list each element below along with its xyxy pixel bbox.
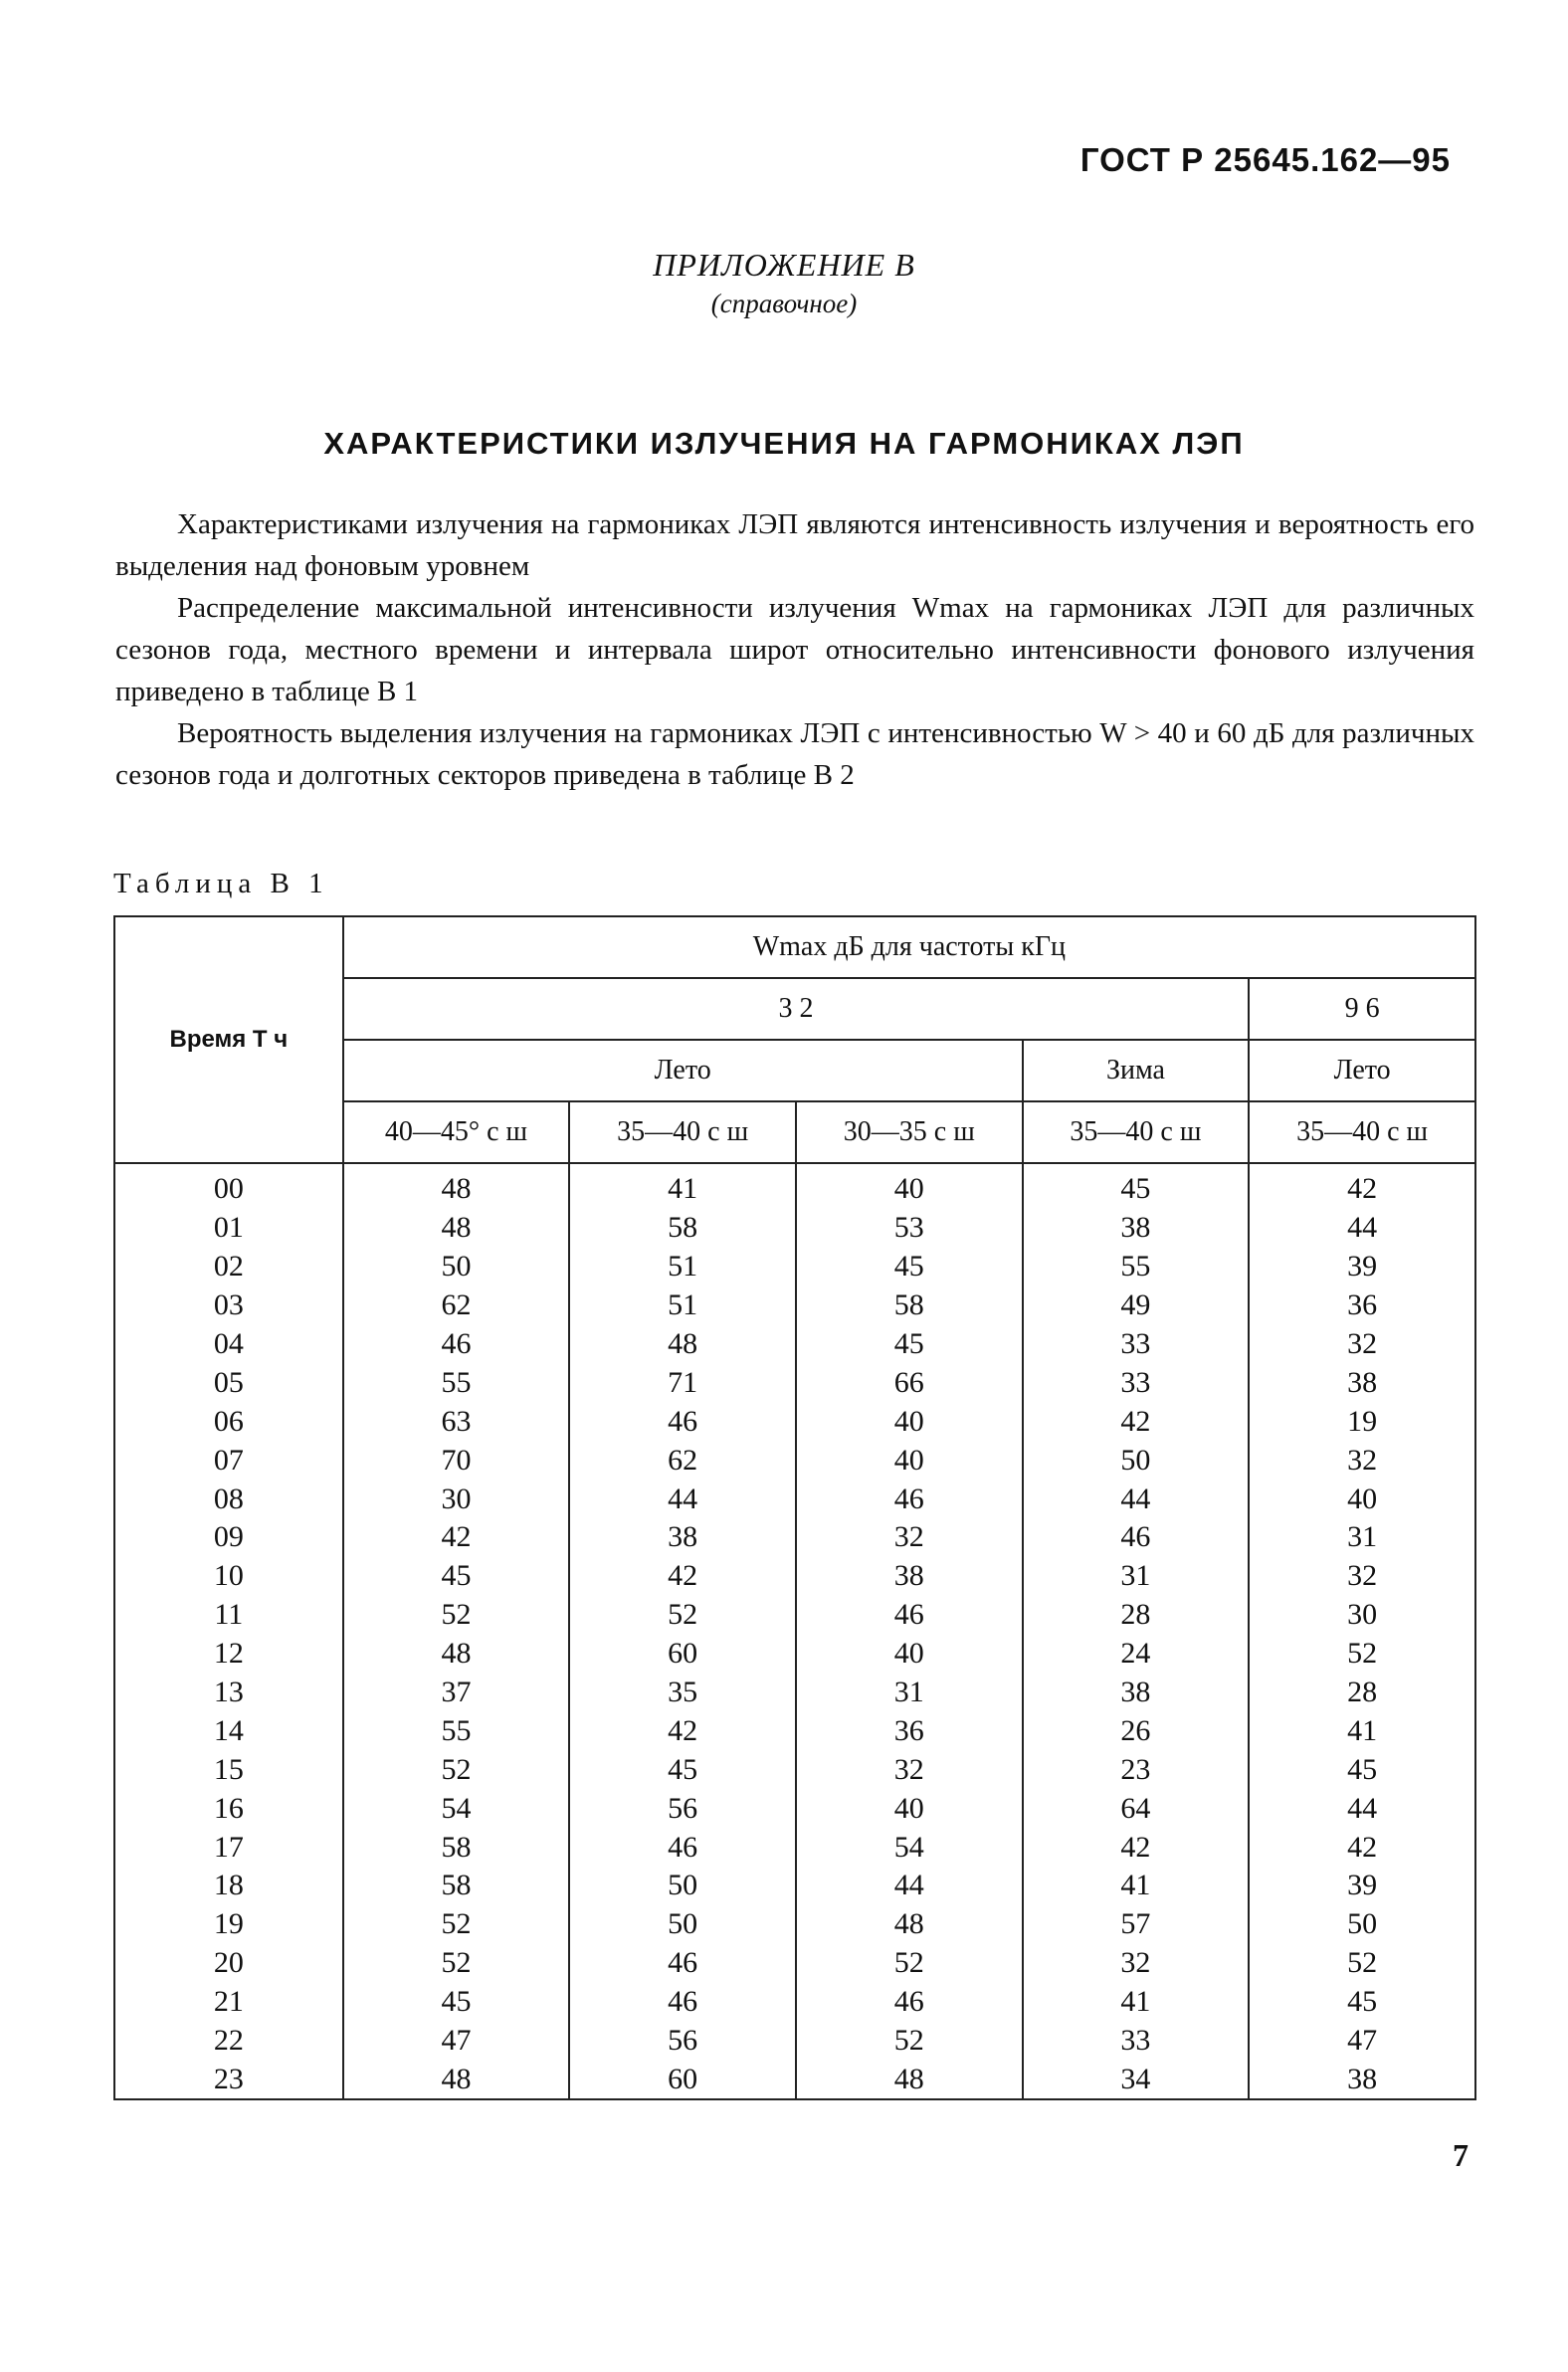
time-cell: 00	[114, 1163, 343, 1209]
value-cell: 48	[343, 1209, 570, 1248]
value-cell: 55	[343, 1363, 570, 1402]
table-caption: Таблица В 1	[113, 868, 329, 899]
table-body	[114, 1163, 1475, 2099]
value-cell: 58	[343, 1828, 570, 1867]
frequency-header-2: 9 6	[1249, 978, 1475, 1040]
table-row	[114, 1905, 1475, 1944]
value-cell: 32	[1249, 1441, 1475, 1480]
value-cell: 52	[569, 1596, 796, 1635]
section-title: ХАРАКТЕРИСТИКИ ИЗЛУЧЕНИЯ НА ГАРМОНИКАХ ЛЭП	[323, 426, 1245, 461]
time-cell: 15	[114, 1750, 343, 1789]
season-header-summer-2: Лето	[1249, 1040, 1475, 1101]
time-cell: 04	[114, 1325, 343, 1364]
value-cell: 57	[1023, 1905, 1250, 1944]
value-cell: 45	[343, 1983, 570, 2022]
time-cell: 12	[114, 1635, 343, 1674]
value-cell: 48	[343, 1635, 570, 1674]
table-row	[114, 2060, 1475, 2099]
value-cell: 48	[569, 1325, 796, 1364]
page-number: 7	[1453, 2137, 1469, 2173]
value-cell: 48	[796, 1905, 1023, 1944]
value-cell: 38	[796, 1557, 1023, 1596]
value-cell: 26	[1023, 1711, 1250, 1750]
value-cell: 51	[569, 1286, 796, 1325]
table-row	[114, 1209, 1475, 1248]
value-cell: 32	[796, 1518, 1023, 1557]
value-cell: 42	[1023, 1828, 1250, 1867]
time-cell: 02	[114, 1248, 343, 1286]
value-cell: 46	[569, 1944, 796, 1983]
value-cell: 46	[569, 1983, 796, 2022]
data-table	[113, 915, 1476, 2100]
table-row	[114, 1674, 1475, 1712]
value-cell: 62	[343, 1286, 570, 1325]
value-cell: 46	[796, 1983, 1023, 2022]
value-cell: 31	[1249, 1518, 1475, 1557]
value-cell: 33	[1023, 1363, 1250, 1402]
paragraph-2: Распределение максимальной интенсивности излучения Wmax на гармониках ЛЭП для различных сезонов года, местного времени и интервала широт относительно интенсивности фонового излучения приведено в таблице В 1	[115, 592, 1474, 707]
table-row	[114, 1441, 1475, 1480]
table-row	[114, 1789, 1475, 1828]
table-row	[114, 1286, 1475, 1325]
value-cell: 52	[796, 2022, 1023, 2061]
appendix-subtitle: (справочное)	[710, 289, 858, 318]
table-row	[114, 1363, 1475, 1402]
value-cell: 40	[796, 1163, 1023, 1209]
value-cell: 38	[1023, 1209, 1250, 1248]
value-cell: 40	[796, 1635, 1023, 1674]
value-cell: 40	[796, 1441, 1023, 1480]
value-cell: 48	[796, 2060, 1023, 2099]
time-cell: 07	[114, 1441, 343, 1480]
value-cell: 49	[1023, 1286, 1250, 1325]
value-cell: 30	[343, 1480, 570, 1518]
value-cell: 40	[796, 1402, 1023, 1441]
value-cell: 41	[1023, 1867, 1250, 1905]
value-cell: 42	[569, 1557, 796, 1596]
latitude-header: 35—40 с ш	[1023, 1101, 1250, 1163]
season-header-summer-1: Лето	[343, 1040, 1023, 1101]
value-cell: 42	[1249, 1163, 1475, 1209]
value-cell: 64	[1023, 1789, 1250, 1828]
appendix-title: ПРИЛОЖЕНИЕ В	[653, 247, 915, 283]
value-cell: 52	[343, 1905, 570, 1944]
value-cell: 52	[343, 1596, 570, 1635]
value-cell: 51	[569, 1248, 796, 1286]
latitude-header: 35—40 с ш	[569, 1101, 796, 1163]
table-row	[114, 1163, 1475, 1209]
value-cell: 38	[1249, 1363, 1475, 1402]
time-cell: 08	[114, 1480, 343, 1518]
value-cell: 50	[569, 1905, 796, 1944]
value-cell: 50	[1023, 1441, 1250, 1480]
value-cell: 42	[343, 1518, 570, 1557]
table-row	[114, 1750, 1475, 1789]
value-cell: 46	[796, 1596, 1023, 1635]
value-cell: 54	[796, 1828, 1023, 1867]
season-header-winter: Зима	[1023, 1040, 1250, 1101]
time-cell: 05	[114, 1363, 343, 1402]
latitude-header: 30—35 с ш	[796, 1101, 1023, 1163]
value-cell: 39	[1249, 1248, 1475, 1286]
value-cell: 32	[1023, 1944, 1250, 1983]
table-row	[114, 1325, 1475, 1364]
value-cell: 47	[1249, 2022, 1475, 2061]
value-cell: 31	[796, 1674, 1023, 1712]
value-cell: 58	[569, 1209, 796, 1248]
value-cell: 46	[343, 1325, 570, 1364]
value-cell: 42	[569, 1711, 796, 1750]
time-cell: 22	[114, 2022, 343, 2061]
table-row	[114, 1867, 1475, 1905]
value-cell: 45	[796, 1325, 1023, 1364]
value-cell: 38	[1023, 1674, 1250, 1712]
value-cell: 52	[1249, 1944, 1475, 1983]
value-cell: 44	[569, 1480, 796, 1518]
value-cell: 60	[569, 1635, 796, 1674]
document-code: ГОСТ Р 25645.162—95	[1079, 141, 1451, 178]
value-cell: 28	[1249, 1674, 1475, 1712]
value-cell: 45	[1249, 1750, 1475, 1789]
paragraph-1: Характеристиками излучения на гармониках ЛЭП являются интенсивность излучения и вероятность его выделения над фоновым уровнем	[115, 508, 1474, 582]
time-cell: 06	[114, 1402, 343, 1441]
value-cell: 44	[1249, 1209, 1475, 1248]
value-cell: 28	[1023, 1596, 1250, 1635]
time-cell: 09	[114, 1518, 343, 1557]
value-cell: 33	[1023, 2022, 1250, 2061]
value-cell: 36	[1249, 1286, 1475, 1325]
quantity-header: Wmax дБ для частоты кГц	[343, 916, 1475, 978]
value-cell: 71	[569, 1363, 796, 1402]
value-cell: 35	[569, 1674, 796, 1712]
time-cell: 14	[114, 1711, 343, 1750]
value-cell: 38	[1249, 2060, 1475, 2099]
time-cell: 21	[114, 1983, 343, 2022]
value-cell: 52	[343, 1944, 570, 1983]
value-cell: 50	[569, 1867, 796, 1905]
value-cell: 19	[1249, 1402, 1475, 1441]
value-cell: 23	[1023, 1750, 1250, 1789]
time-cell: 18	[114, 1867, 343, 1905]
value-cell: 33	[1023, 1325, 1250, 1364]
value-cell: 53	[796, 1209, 1023, 1248]
value-cell: 38	[569, 1518, 796, 1557]
value-cell: 32	[1249, 1325, 1475, 1364]
table-row	[114, 1402, 1475, 1441]
table-row	[114, 2022, 1475, 2061]
frequency-header-1: 3 2	[343, 978, 1250, 1040]
value-cell: 52	[343, 1750, 570, 1789]
value-cell: 37	[343, 1674, 570, 1712]
time-cell: 19	[114, 1905, 343, 1944]
value-cell: 45	[569, 1750, 796, 1789]
value-cell: 36	[796, 1711, 1023, 1750]
latitude-header: 40—45° с ш	[343, 1101, 570, 1163]
value-cell: 45	[343, 1557, 570, 1596]
value-cell: 41	[569, 1163, 796, 1209]
table-row	[114, 1480, 1475, 1518]
table-row	[114, 1711, 1475, 1750]
value-cell: 34	[1023, 2060, 1250, 2099]
value-cell: 60	[569, 2060, 796, 2099]
time-cell: 03	[114, 1286, 343, 1325]
value-cell: 46	[569, 1828, 796, 1867]
value-cell: 44	[796, 1867, 1023, 1905]
value-cell: 45	[1249, 1983, 1475, 2022]
value-cell: 30	[1249, 1596, 1475, 1635]
time-cell: 13	[114, 1674, 343, 1712]
value-cell: 46	[1023, 1518, 1250, 1557]
time-cell: 23	[114, 2060, 343, 2099]
value-cell: 56	[569, 2022, 796, 2061]
value-cell: 54	[343, 1789, 570, 1828]
table-row	[114, 1944, 1475, 1983]
value-cell: 41	[1023, 1983, 1250, 2022]
value-cell: 58	[796, 1286, 1023, 1325]
table-row	[114, 1596, 1475, 1635]
value-cell: 56	[569, 1789, 796, 1828]
value-cell: 52	[796, 1944, 1023, 1983]
value-cell: 58	[343, 1867, 570, 1905]
value-cell: 47	[343, 2022, 570, 2061]
value-cell: 45	[1023, 1163, 1250, 1209]
value-cell: 63	[343, 1402, 570, 1441]
value-cell: 48	[343, 1163, 570, 1209]
value-cell: 24	[1023, 1635, 1250, 1674]
value-cell: 42	[1249, 1828, 1475, 1867]
value-cell: 48	[343, 2060, 570, 2099]
value-cell: 46	[796, 1480, 1023, 1518]
table-row	[114, 1635, 1475, 1674]
value-cell: 44	[1249, 1789, 1475, 1828]
table-row	[114, 1557, 1475, 1596]
value-cell: 45	[796, 1248, 1023, 1286]
value-cell: 52	[1249, 1635, 1475, 1674]
value-cell: 40	[1249, 1480, 1475, 1518]
value-cell: 42	[1023, 1402, 1250, 1441]
value-cell: 31	[1023, 1557, 1250, 1596]
table-row	[114, 1248, 1475, 1286]
time-cell: 20	[114, 1944, 343, 1983]
time-cell: 11	[114, 1596, 343, 1635]
value-cell: 46	[569, 1402, 796, 1441]
value-cell: 41	[1249, 1711, 1475, 1750]
value-cell: 44	[1023, 1480, 1250, 1518]
time-cell: 16	[114, 1789, 343, 1828]
value-cell: 62	[569, 1441, 796, 1480]
value-cell: 40	[796, 1789, 1023, 1828]
value-cell: 39	[1249, 1867, 1475, 1905]
time-header: Время T ч	[114, 916, 343, 1163]
time-cell: 10	[114, 1557, 343, 1596]
value-cell: 66	[796, 1363, 1023, 1402]
time-cell: 01	[114, 1209, 343, 1248]
value-cell: 70	[343, 1441, 570, 1480]
paragraph-3: Вероятность выделения излучения на гармониках ЛЭП с интенсивностью W > 40 и 60 дБ для различных сезонов года и долготных секторов приведена в таблице В 2	[115, 717, 1474, 791]
table-row	[114, 1518, 1475, 1557]
value-cell: 32	[796, 1750, 1023, 1789]
value-cell: 55	[343, 1711, 570, 1750]
time-cell: 17	[114, 1828, 343, 1867]
latitude-header: 35—40 с ш	[1249, 1101, 1475, 1163]
value-cell: 32	[1249, 1557, 1475, 1596]
value-cell: 55	[1023, 1248, 1250, 1286]
value-cell: 50	[1249, 1905, 1475, 1944]
table-row	[114, 1828, 1475, 1867]
table-row	[114, 1983, 1475, 2022]
value-cell: 50	[343, 1248, 570, 1286]
